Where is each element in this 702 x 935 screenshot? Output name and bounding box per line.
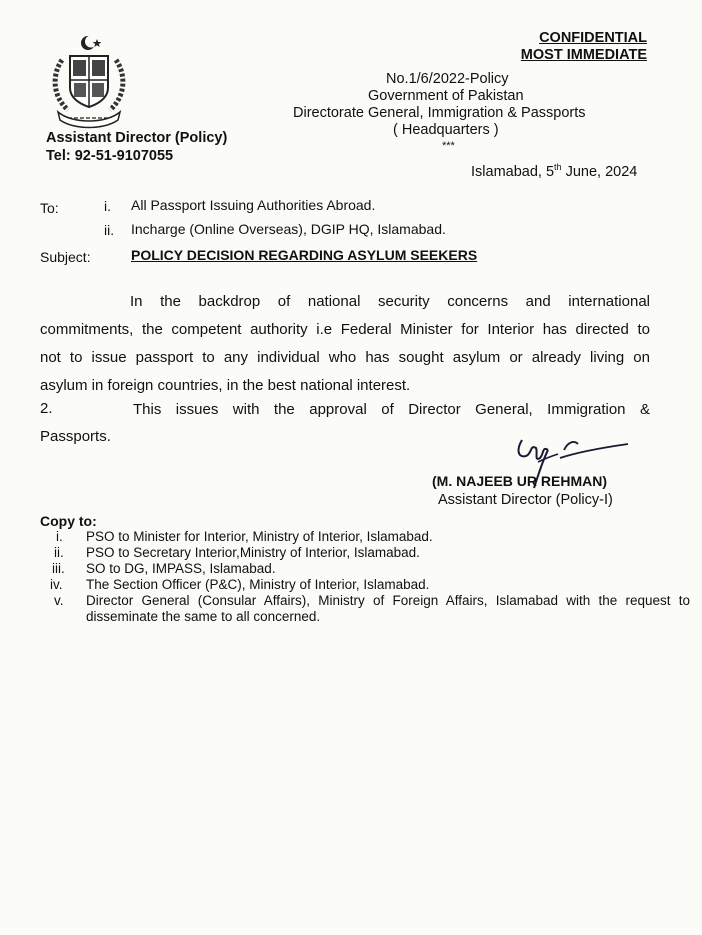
copy-item-2: [40, 545, 650, 561]
directorate-name: Directorate General, Immigration & Passports: [293, 105, 586, 121]
copy-item-5: [40, 593, 690, 625]
copy-item-4: [40, 577, 650, 593]
subject-label: Subject:: [40, 249, 91, 265]
body-line-4: asylum in foreign countries, in the best national interest.: [40, 377, 411, 394]
body-paragraph-1: [40, 288, 650, 400]
copy-num: ii.: [54, 545, 64, 560]
sender-tel: Tel: 92-51-9107055: [46, 148, 174, 164]
date-month-year: June, 2024: [561, 163, 638, 180]
copy-num: iv.: [50, 577, 63, 592]
recipient-1: All Passport Issuing Authorities Abroad.: [131, 197, 376, 213]
copy-to-label: Copy to:: [40, 513, 97, 529]
pakistan-state-emblem-icon: [46, 34, 132, 130]
body-para2-line-1: This issues with the approval of Director General, Immigration &: [133, 401, 650, 418]
body-paragraph-2: [133, 396, 650, 424]
body-para2-line-2: Passports.: [40, 428, 111, 445]
signatory-designation: Assistant Director (Policy-I): [438, 492, 613, 508]
signatory-name: (M. NAJEEB UR REHMAN): [432, 473, 607, 489]
copy-text: SO to DG, IMPASS, Islamabad.: [86, 561, 276, 576]
headquarters-label: ( Headquarters ): [393, 122, 499, 138]
body-line-3: not to issue passport to any individual who has sought asylum or already living on: [40, 349, 650, 366]
copy-item-3: [40, 561, 650, 577]
copy-num: iii.: [52, 561, 65, 576]
copy-text: The Section Officer (P&C), Ministry of Interior, Islamabad.: [86, 577, 430, 592]
recipient-num-1: i.: [104, 198, 111, 214]
date-sup: th: [554, 162, 562, 172]
letter-date: [471, 162, 637, 180]
sender-title: Assistant Director (Policy): [46, 130, 228, 146]
copy-text: Director General (Consular Affairs), Ministry of Foreign Affairs, Islamabad with the request to disseminate the same to all concerned.: [86, 593, 690, 624]
stars-separator: ***: [442, 140, 455, 152]
body-line-2: commitments, the competent authority i.e Federal Minister for Interior has directed to: [40, 321, 650, 338]
subject-text: POLICY DECISION REGARDING ASYLUM SEEKERS: [131, 247, 478, 263]
recipient-num-2: ii.: [104, 222, 115, 238]
copy-num: i.: [56, 529, 63, 544]
file-number: No.1/6/2022-Policy: [386, 71, 509, 87]
confidential-label: CONFIDENTIAL: [539, 30, 647, 46]
date-day: Islamabad, 5: [471, 163, 555, 180]
paragraph-2-number: 2.: [40, 400, 53, 417]
to-label: To:: [40, 200, 59, 216]
most-immediate-label: MOST IMMEDIATE: [520, 47, 647, 63]
copy-num: v.: [54, 593, 64, 608]
government-name: Government of Pakistan: [368, 88, 524, 104]
body-line-1: In the backdrop of national security concerns and international: [130, 293, 650, 310]
copy-text: PSO to Minister for Interior, Ministry of Interior, Islamabad.: [86, 529, 433, 544]
copy-text: PSO to Secretary Interior,Ministry of Interior, Islamabad.: [86, 545, 420, 560]
copy-item-1: [40, 529, 650, 545]
recipient-2: Incharge (Online Overseas), DGIP HQ, Islamabad.: [131, 221, 446, 237]
